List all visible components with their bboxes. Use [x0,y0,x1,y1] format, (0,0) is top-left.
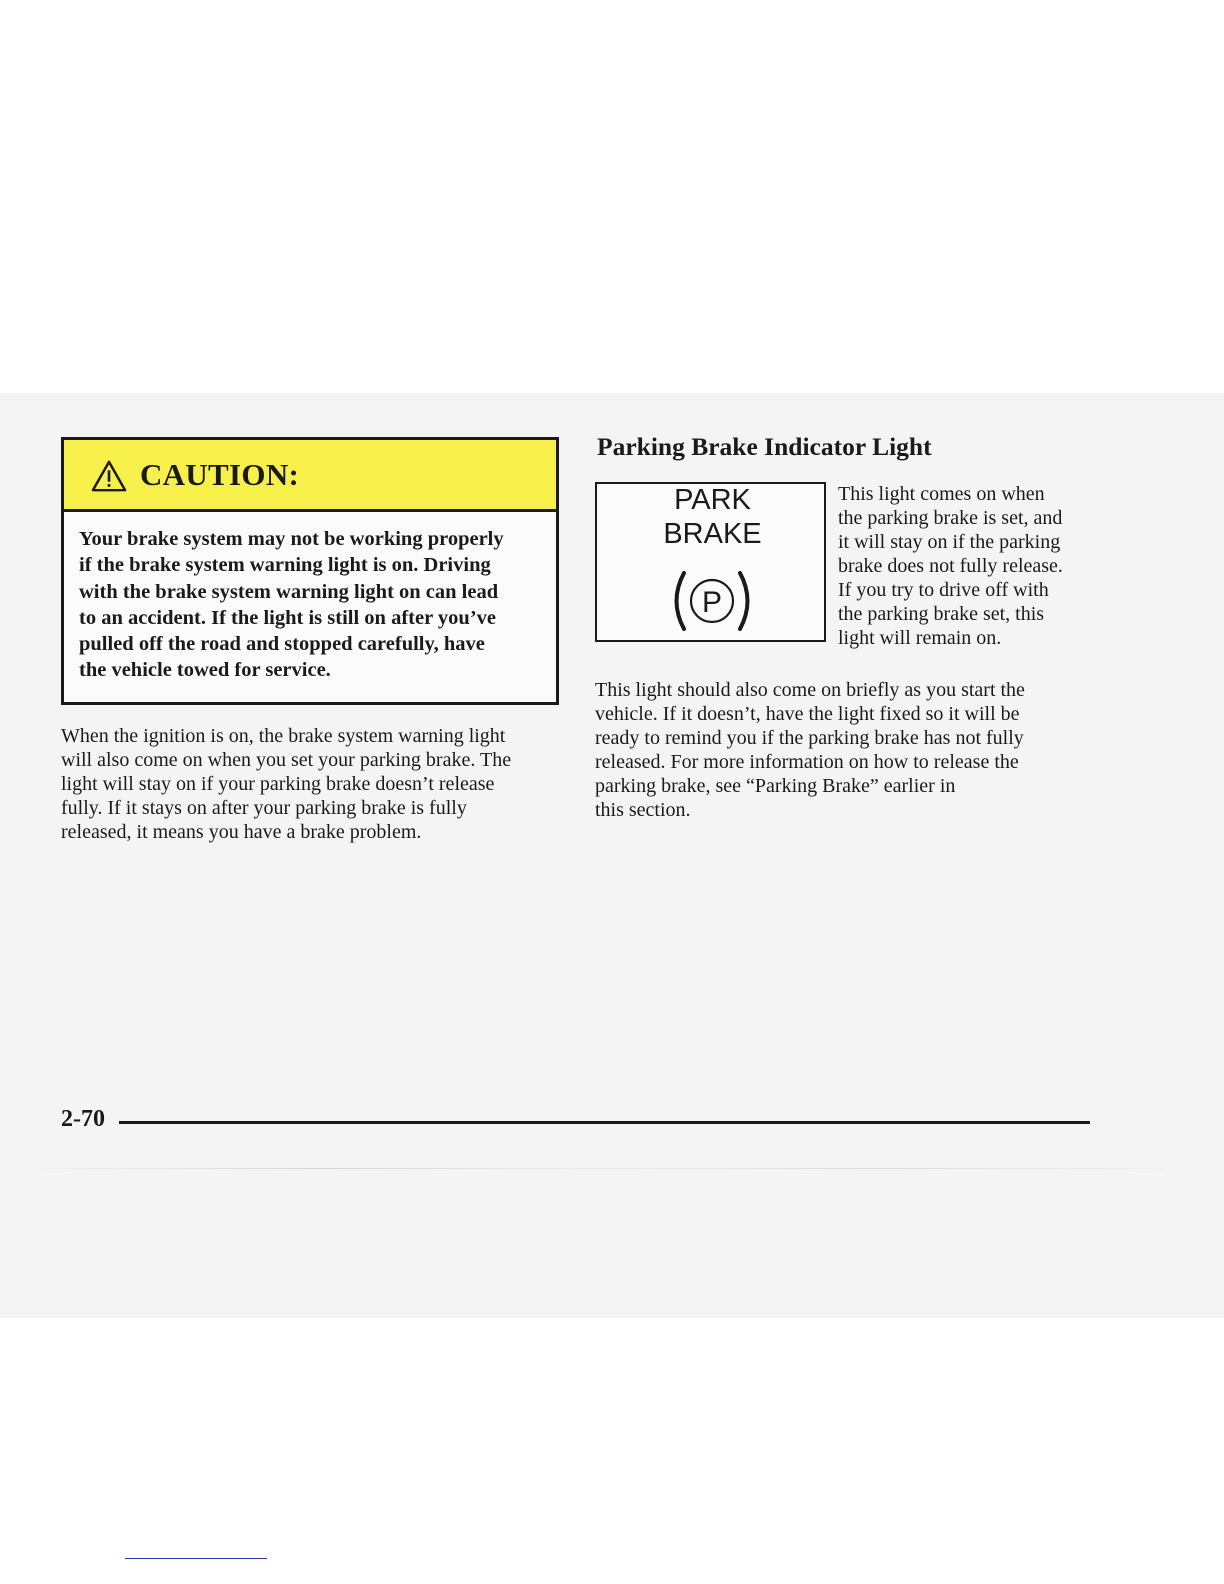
parking-symbol-letter: P [701,586,723,619]
caution-line: the vehicle towed for service. [79,659,331,682]
caution-header [64,440,556,512]
parking-brake-icon [667,568,757,634]
park-brake-indicator-illustration [595,482,826,642]
caution-line: pulled off the road and stopped carefully, have [79,633,485,656]
paragraph-line: When the ignition is on, the brake system warning light [61,725,506,747]
scan-artifact-rule [40,1168,1164,1169]
caution-line: to an accident. If the light is still on after you’ve [79,606,496,629]
section-heading: Parking Brake Indicator Light [597,432,932,461]
paragraph-line: If you try to drive off with [838,579,1049,601]
startup-check-paragraph [595,678,1085,822]
caution-box [61,437,559,705]
paragraph-line: fully. If it stays on after your parking brake is fully [61,797,467,819]
indicator-word-brake: BRAKE [663,518,762,550]
paragraph-line: This light should also come on briefly as you start the [595,679,1025,701]
paragraph-line: vehicle. If it doesn’t, have the light fixed so it will be [595,703,1020,725]
paragraph-line: it will stay on if the parking [838,531,1061,553]
paragraph-line: parking brake, see “Parking Brake” earlier in [595,775,956,797]
paragraph-line: this section. [595,799,691,821]
paragraph-line: light will remain on. [838,627,1002,649]
indicator-word-park: PARK [674,484,751,516]
warning-triangle-icon [90,459,128,493]
paragraph-line: ready to remind you if the parking brake has not fully [595,727,1024,749]
caution-line: if the brake system warning light is on. Driving [79,554,491,577]
paragraph-line: light will stay on if your parking brake doesn’t release [61,773,495,795]
paragraph-line: This light comes on when [838,483,1045,505]
caution-title: CAUTION: [140,456,300,492]
page-number: 2-70 [61,1106,105,1132]
paragraph-line: the parking brake set, this [838,603,1045,625]
paragraph-line: released, it means you have a brake problem. [61,821,422,843]
paragraph-line: will also come on when you set your parking brake. The [61,749,512,771]
indicator-description [838,482,1098,650]
paragraph-line: released. For more information on how to release the [595,751,1019,773]
caution-line: Your brake system may not be working properly [79,528,504,550]
bottom-underline [125,1558,267,1559]
ignition-paragraph [61,724,561,844]
caution-line: with the brake system warning light on can lead [79,580,499,603]
footer-rule [119,1121,1090,1124]
paragraph-line: the parking brake is set, and [838,507,1063,529]
caution-text [64,512,556,684]
paragraph-line: brake does not fully release. [838,555,1063,577]
